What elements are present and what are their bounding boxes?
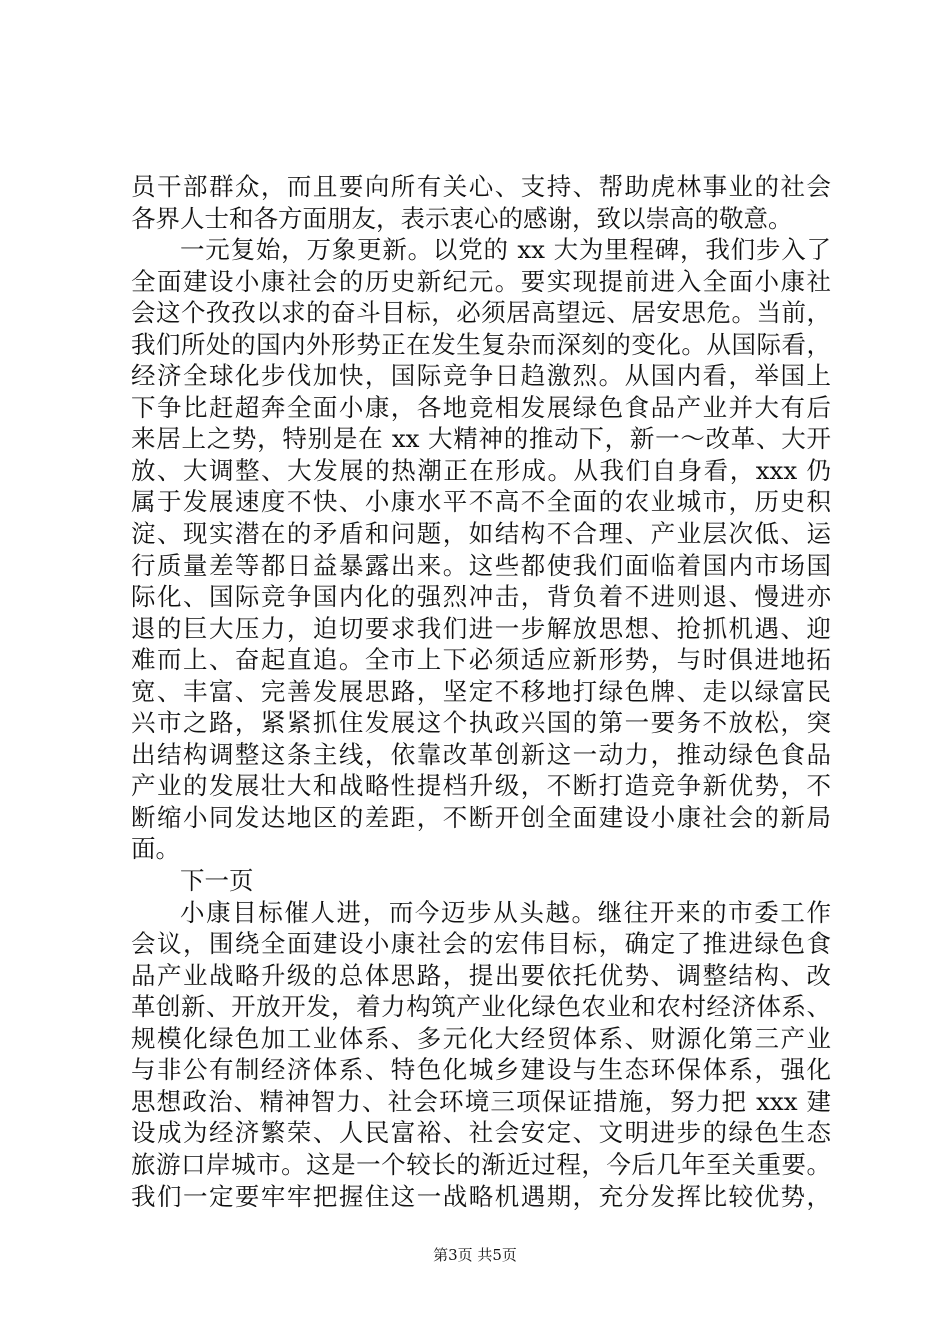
text-line: 小康目标催人进，而今迈步从头越。继往开来的市委工作 bbox=[180, 897, 831, 927]
text-line: 产业的发展壮大和战略性提档升级，不断打造竞争新优势，不 bbox=[131, 771, 831, 801]
text-line: 放、大调整、大发展的热潮正在形成。从我们自身看，xxx 仍 bbox=[131, 455, 831, 485]
text-line: 全面建设小康社会的历史新纪元。要实现提前进入全面小康社 bbox=[131, 266, 831, 296]
text-line: 思想政治、精神智力、社会环境三项保证措施，努力把 xxx 建 bbox=[131, 1086, 831, 1116]
paragraph-2 bbox=[131, 234, 831, 865]
text-line: 兴市之路，紧紧抓住发展这个执政兴国的第一要务不放松，突 bbox=[131, 708, 831, 738]
text-line: 面。 bbox=[131, 834, 180, 864]
paragraph-4 bbox=[131, 897, 831, 1212]
text-line: 我们一定要牢牢把握住这一战略机遇期，充分发挥比较优势， bbox=[131, 1181, 831, 1211]
text-line: 淀、现实潜在的矛盾和问题，如结构不合理、产业层次低、运 bbox=[131, 519, 831, 549]
text-line: 革创新、开放开发，着力构筑产业化绿色农业和农村经济体系、 bbox=[131, 992, 831, 1022]
text-line: 会这个孜孜以求的奋斗目标，必须居高望远、居安思危。当前， bbox=[131, 298, 831, 328]
text-line: 行质量差等都日益暴露出来。这些都使我们面临着国内市场国 bbox=[131, 550, 831, 580]
text-line: 设成为经济繁荣、人民富裕、社会安定、文明进步的绿色生态 bbox=[131, 1118, 831, 1148]
paragraph-1 bbox=[131, 171, 831, 234]
text-line: 品产业战略升级的总体思路，提出要依托优势、调整结构、改 bbox=[131, 960, 831, 990]
text-line: 来居上之势，特别是在 xx 大精神的推动下，新一～改革、大开 bbox=[131, 424, 831, 454]
page-indicator: 第3页 共5页 bbox=[433, 1246, 517, 1264]
text-line: 难而上、奋起直追。全市上下必须适应新形势，与时俱进地拓 bbox=[131, 645, 831, 675]
text-line: 宽、丰富、完善发展思路，坚定不移地打绿色牌、走以绿富民 bbox=[131, 676, 831, 706]
paragraph-3 bbox=[131, 865, 831, 897]
document-body bbox=[131, 171, 831, 1212]
text-line: 属于发展速度不快、小康水平不高不全面的农业城市，历史积 bbox=[131, 487, 831, 517]
text-line: 下争比赶超奔全面小康，各地竞相发展绿色食品产业并大有后 bbox=[131, 392, 831, 422]
text-line: 旅游口岸城市。这是一个较长的渐近过程，今后几年至关重要。 bbox=[131, 1149, 831, 1179]
text-line: 会议，围绕全面建设小康社会的宏伟目标，确定了推进绿色食 bbox=[131, 929, 831, 959]
text-line: 出结构调整这条主线，依靠改革创新这一动力，推动绿色食品 bbox=[131, 739, 831, 769]
text-line: 际化、国际竞争国内化的强烈冲击，背负着不进则退、慢进亦 bbox=[131, 582, 831, 612]
page-footer bbox=[0, 1245, 950, 1265]
text-line: 经济全球化步伐加快，国际竞争日趋激烈。从国内看，举国上 bbox=[131, 361, 831, 391]
text-line: 断缩小同发达地区的差距，不断开创全面建设小康社会的新局 bbox=[131, 802, 831, 832]
text-line: 各界人士和各方面朋友，表示衷心的感谢，致以崇高的敬意。 bbox=[131, 203, 793, 233]
next-page-text: 下一页 bbox=[180, 866, 254, 896]
text-line: 员干部群众，而且要向所有关心、支持、帮助虎林事业的社会 bbox=[131, 172, 831, 201]
text-line: 规模化绿色加工业体系、多元化大经贸体系、财源化第三产业 bbox=[131, 1023, 831, 1053]
text-line: 我们所处的国内外形势正在发生复杂而深刻的变化。从国际看， bbox=[131, 329, 831, 359]
text-line: 与非公有制经济体系、特色化城乡建设与生态环保体系，强化 bbox=[131, 1055, 831, 1085]
text-line: 退的巨大压力，迫切要求我们进一步解放思想、抢抓机遇、迎 bbox=[131, 613, 831, 643]
text-line: 一元复始，万象更新。以党的 xx 大为里程碑，我们步入了 bbox=[180, 235, 831, 265]
